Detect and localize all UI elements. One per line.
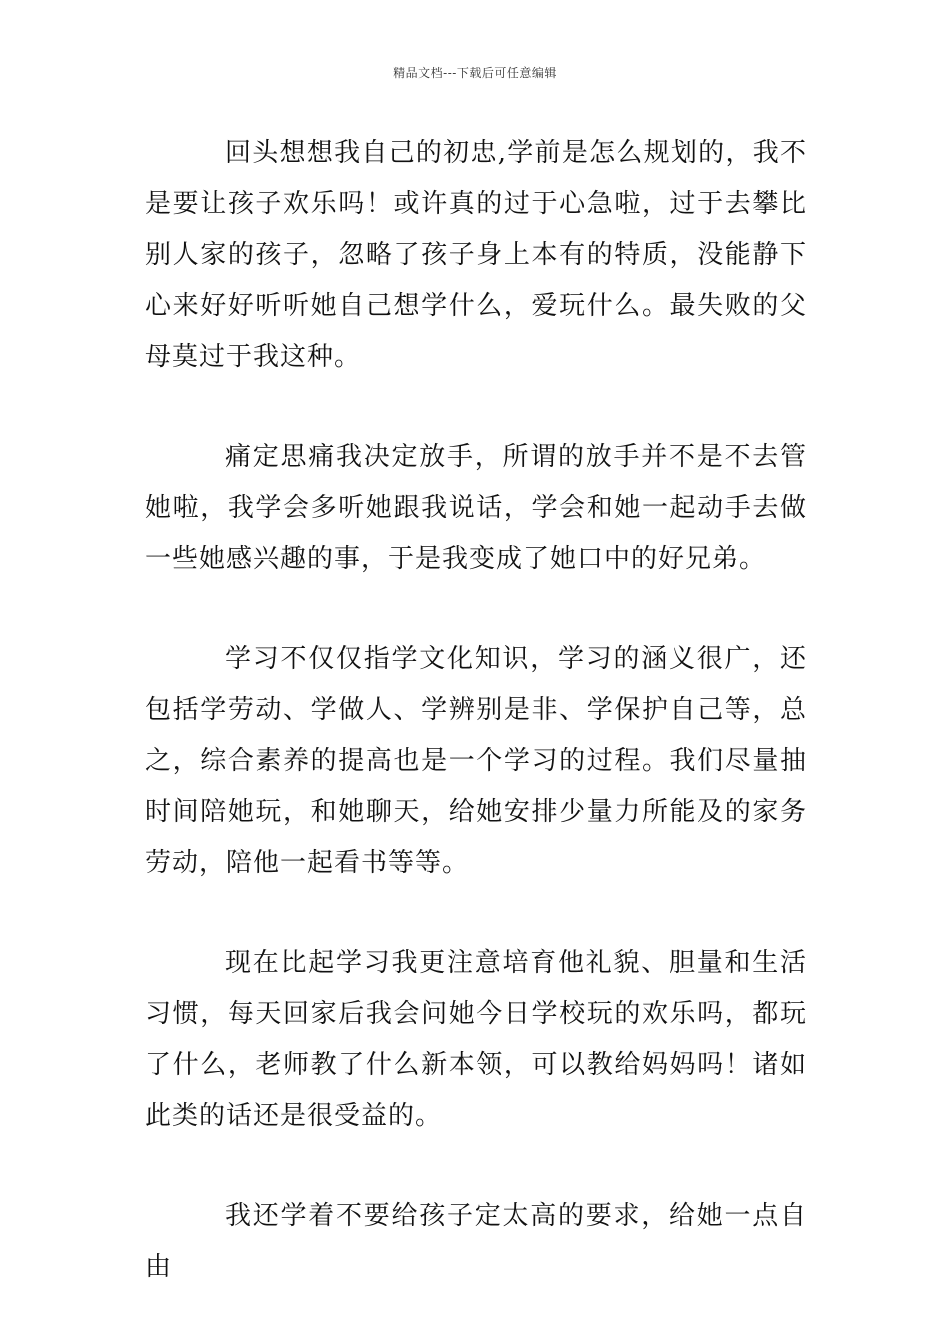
paragraph: 痛定思痛我决定放手，所谓的放手并不是不去管她啦，我学会多听她跟我说话，学会和她一起动手去做一些她感兴趣的事，于是我变成了她口中的好兄弟。: [145, 442, 807, 574]
paragraph: 回头想想我自己的初忠,学前是怎么规划的，我不是要让孩子欢乐吗！或许真的过于心急啦，过于去攀比别人家的孩子，忽略了孩子身上本有的特质，没能静下心来好好听听她自己想学什么，爱玩什么。最失败的父母莫过于我这种。: [145, 138, 807, 372]
paragraph: 学习不仅仅指学文化知识，学习的涵义很广，还包括学劳动、学做人、学辨别是非、学保护自己等，总之，综合素养的提高也是一个学习的过程。我们尽量抽时间陪她玩，和她聊天，给她安排少量力所能及的家务劳动，陪他一起看书等等。: [145, 644, 807, 878]
paragraph: 我还学着不要给孩子定太高的要求，给她一点自由: [145, 1201, 807, 1282]
page-header: 精品文档---下载后可任意编辑: [393, 66, 557, 80]
document-body: [145, 128, 807, 1293]
paragraph: 现在比起学习我更注意培育他礼貌、胆量和生活习惯，每天回家后我会问她今日学校玩的欢乐吗，都玩了什么，老师教了什么新本领，可以教给妈妈吗！诸如此类的话还是很受益的。: [145, 948, 807, 1131]
